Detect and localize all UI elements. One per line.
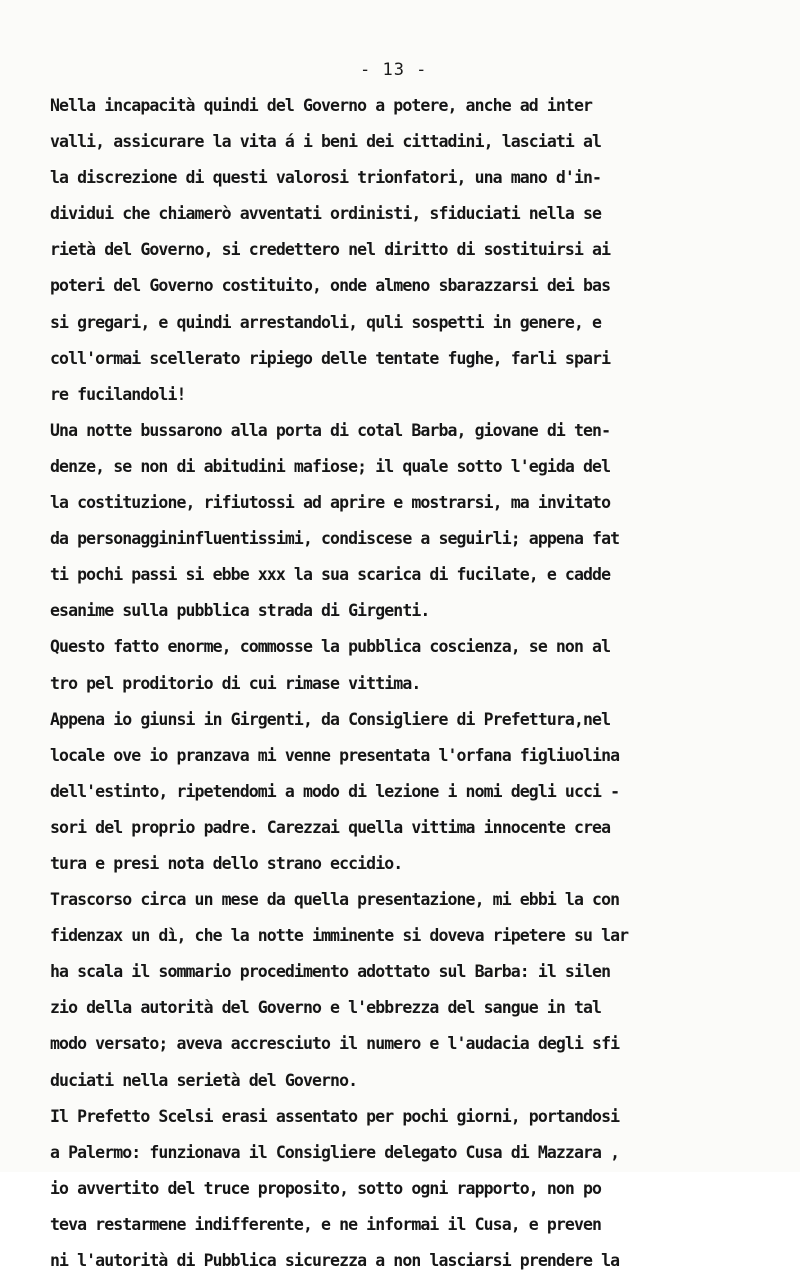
text-line: la discrezione di questi valorosi trionfatori, una mano d'in-: [50, 168, 602, 188]
typed-text-body: [50, 88, 750, 1279]
text-line: coll'ormai scellerato ripiego delle tentate fughe, farli spari: [50, 348, 611, 368]
text-line: Appena io giunsi in Girgenti, da Consigliere di Prefettura,nel: [50, 709, 611, 729]
text-line: rietà del Governo, si credettero nel diritto di sostituirsi ai: [50, 240, 611, 260]
text-line: fidenzax un dì, che la notte imminente si doveva ripetere su lar: [50, 926, 629, 946]
text-line: dividui che chiamerò avventati ordinisti, sfiduciati nella se: [50, 204, 602, 224]
text-line: a Palermo: funzionava il Consigliere delegato Cusa di Mazzara ,: [50, 1142, 620, 1162]
text-line: Trascorso circa un mese da quella presentazione, mi ebbi la con: [50, 890, 620, 910]
text-line: locale ove io pranzava mi venne presentata l'orfana figliuolina: [50, 745, 620, 765]
text-line: tura e presi nota dello strano eccidio.: [50, 853, 403, 873]
text-line: ni l'autorità di Pubblica sicurezza a non lasciarsi prendere la: [50, 1251, 620, 1270]
text-line: tro pel proditorio di cui rimase vittima.: [50, 673, 421, 693]
text-line: dell'estinto, ripetendomi a modo di lezione i nomi degli ucci -: [50, 781, 620, 801]
text-line: valli, assicurare la vita á i beni dei cittadini, lasciati al: [50, 132, 602, 152]
text-line: denze, se non di abitudini mafiose; il quale sotto l'egida del: [50, 456, 611, 476]
text-line: Una notte bussarono alla porta di cotal Barba, giovane di ten-: [50, 420, 611, 440]
text-line: Nella incapacità quindi del Governo a potere, anche ad inter: [50, 96, 593, 115]
text-line: io avvertito del truce proposito, sotto ogni rapporto, non po: [50, 1178, 602, 1198]
text-line: la costituzione, rifiutossi ad aprire e mostrarsi, ma invitato: [50, 493, 611, 513]
text-line: Il Prefetto Scelsi erasi assentato per pochi giorni, portandosi: [50, 1106, 620, 1126]
text-line: da personaggininfluentissimi, condiscese a seguirli; appena fat: [50, 529, 620, 549]
text-line: re fucilandoli!: [50, 384, 186, 404]
text-line: sori del proprio padre. Carezzai quella vittima innocente crea: [50, 817, 611, 837]
text-line: zio della autorità del Governo e l'ebbrezza del sangue in tal: [50, 998, 602, 1018]
page-number: - 13 -: [360, 60, 428, 80]
text-line: duciati nella serietà del Governo.: [50, 1070, 358, 1090]
text-line: poteri del Governo costituito, onde almeno sbarazzarsi dei bas: [50, 276, 611, 296]
text-line: ha scala il sommario procedimento adottato sul Barba: il silen: [50, 962, 611, 982]
text-line: esanime sulla pubblica strada di Girgenti.: [50, 601, 430, 621]
text-line: ti pochi passi si ebbe xxx la sua scarica di fucilate, e cadde: [50, 565, 611, 585]
text-line: Questo fatto enorme, commosse la pubblica coscienza, se non al: [50, 637, 611, 657]
text-line: si gregari, e quindi arrestandoli, quli sospetti in genere, e: [50, 312, 602, 332]
text-line: modo versato; aveva accresciuto il numero e l'audacia degli sfi: [50, 1034, 620, 1054]
text-line: teva restarmene indifferente, e ne informai il Cusa, e preven: [50, 1214, 602, 1234]
